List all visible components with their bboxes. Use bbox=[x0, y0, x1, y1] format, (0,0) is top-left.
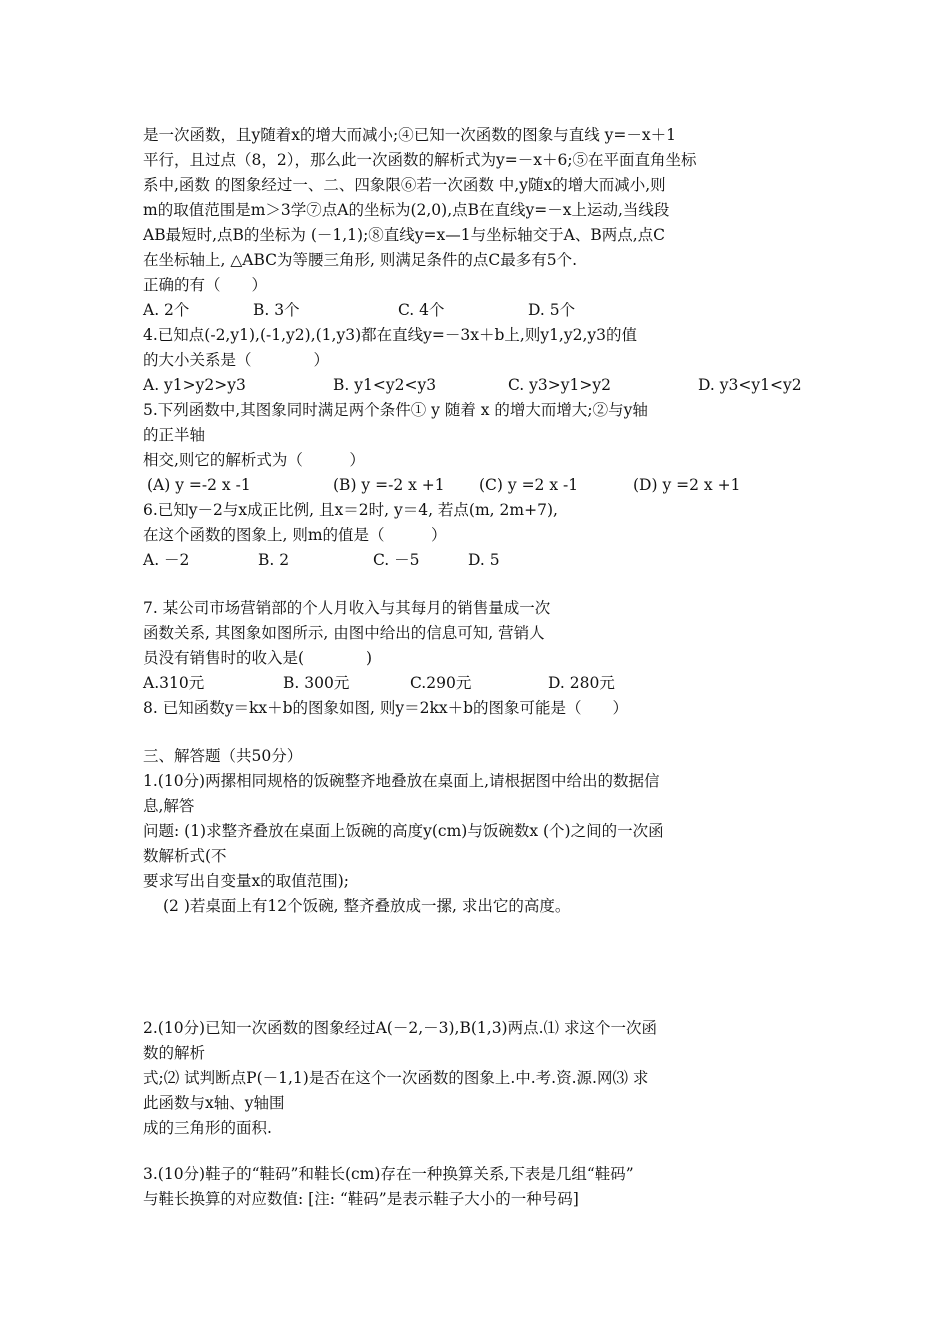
problem-2-text: 数的解析 bbox=[143, 1044, 206, 1062]
option-c: C. y3>y1>y2 bbox=[508, 376, 611, 394]
q4-text: 的大小关系是（ ） bbox=[143, 351, 330, 369]
option-c: (C) y =2 x -1 bbox=[479, 476, 579, 494]
option-a: A. y1>y2>y3 bbox=[143, 376, 246, 394]
option-b: (B) y =-2 x +1 bbox=[333, 476, 445, 494]
option-d: (D) y =2 x +1 bbox=[633, 476, 741, 494]
option-a: A. －2 bbox=[143, 551, 190, 569]
option-c: C. －5 bbox=[373, 551, 420, 569]
q3-options bbox=[143, 299, 823, 321]
q5-options bbox=[143, 474, 823, 496]
q7-text: 7. 某公司市场营销部的个人月收入与其每月的销售量成一次 bbox=[143, 599, 551, 617]
text-line: AB最短时,点B的坐标为 (－1,1);⑧直线y=x—1与坐标轴交于A、B两点,点C bbox=[143, 226, 666, 244]
q6-text: 在这个函数的图象上, 则m的值是（ ） bbox=[143, 526, 447, 544]
option-c: C. 4个 bbox=[398, 301, 445, 319]
q5-text: 的正半轴 bbox=[143, 426, 206, 444]
section-heading: 三、解答题（共50分） bbox=[143, 747, 303, 765]
q7-text: 函数关系, 其图象如图所示, 由图中给出的信息可知, 营销人 bbox=[143, 624, 545, 642]
option-a: A.310元 bbox=[143, 674, 205, 692]
problem-3-text: 与鞋长换算的对应数值: [注: “鞋码”是表示鞋子大小的一种号码] bbox=[143, 1190, 579, 1208]
problem-2-text: 2.(10分)已知一次函数的图象经过A(－2,－3),B(1,3)两点.⑴ 求这个一次函 bbox=[143, 1019, 657, 1037]
option-b: B. y1<y2<y3 bbox=[333, 376, 437, 394]
problem-2-text: 成的三角形的面积. bbox=[143, 1119, 272, 1137]
q5-text: 相交,则它的解析式为（ ） bbox=[143, 451, 365, 469]
problem-1-text: 问题: (1)求整齐叠放在桌面上饭碗的高度y(cm)与饭碗数x (个)之间的一次函 bbox=[143, 822, 664, 840]
text-line: 正确的有（ ） bbox=[143, 276, 268, 294]
option-b: B. 300元 bbox=[283, 674, 350, 692]
option-a: (A) y =-2 x -1 bbox=[147, 476, 251, 494]
problem-1-text: 息,解答 bbox=[143, 797, 195, 815]
problem-2-text: 此函数与x轴、y轴围 bbox=[143, 1094, 285, 1112]
option-c: C.290元 bbox=[410, 674, 472, 692]
text-line: m的取值范围是m＞3学⑦点A的坐标为(2,0),点B在直线y=－x上运动,当线段 bbox=[143, 201, 670, 219]
option-a: A. 2个 bbox=[143, 301, 190, 319]
problem-1-text: 1.(10分)两摞相同规格的饭碗整齐地叠放在桌面上,请根据图中给出的数据信 bbox=[143, 772, 660, 790]
q7-options bbox=[143, 672, 823, 694]
problem-1-text: (2 )若桌面上有12个饭碗, 整齐叠放成一摞, 求出它的高度。 bbox=[163, 897, 571, 915]
text-line: 是一次函数，且y随着x的增大而减小;④已知一次函数的图象与直线 y=－x＋1 bbox=[143, 126, 676, 144]
option-d: D. 280元 bbox=[548, 674, 615, 692]
q4-options bbox=[143, 374, 823, 396]
problem-1-text: 要求写出自变量x的取值范围); bbox=[143, 872, 350, 890]
option-b: B. 3个 bbox=[253, 301, 300, 319]
q6-text: 6.已知y－2与x成正比例, 且x＝2时, y＝4, 若点(m, 2m+7), bbox=[143, 501, 558, 519]
q6-options bbox=[143, 549, 823, 571]
problem-3-text: 3.(10分)鞋子的“鞋码”和鞋长(cm)存在一种换算关系,下表是几组“鞋码” bbox=[143, 1165, 634, 1183]
option-b: B. 2 bbox=[258, 551, 290, 569]
text-line: 平行，且过点（8，2），那么此一次函数的解析式为y=－x＋6;⑤在平面直角坐标 bbox=[143, 151, 697, 169]
q5-text: 5.下列函数中,其图象同时满足两个条件① y 随着 x 的增大而增大;②与y轴 bbox=[143, 401, 648, 419]
option-d: D. y3<y1<y2 bbox=[698, 376, 802, 394]
option-d: D. 5个 bbox=[528, 301, 576, 319]
q8-text: 8. 已知函数y＝kx＋b的图象如图, 则y＝2kx＋b的图象可能是（ ） bbox=[143, 699, 629, 717]
text-line: 在坐标轴上, △ABC为等腰三角形, 则满足条件的点C最多有5个. bbox=[143, 251, 578, 269]
problem-2-text: 式;⑵ 试判断点P(－1,1)是否在这个一次函数的图象上.中.考.资.源.网⑶ 求 bbox=[143, 1069, 649, 1087]
option-d: D. 5 bbox=[468, 551, 500, 569]
q4-text: 4.已知点(-2,y1),(-1,y2),(1,y3)都在直线y=－3x＋b上,则y1,y2,y3的值 bbox=[143, 326, 638, 344]
q7-text: 员没有销售时的收入是( ) bbox=[143, 649, 373, 667]
text-line: 系中,函数 的图象经过一、二、四象限⑥若一次函数 中,y随x的增大而减小,则 bbox=[143, 176, 666, 194]
problem-1-text: 数解析式(不 bbox=[143, 847, 227, 865]
